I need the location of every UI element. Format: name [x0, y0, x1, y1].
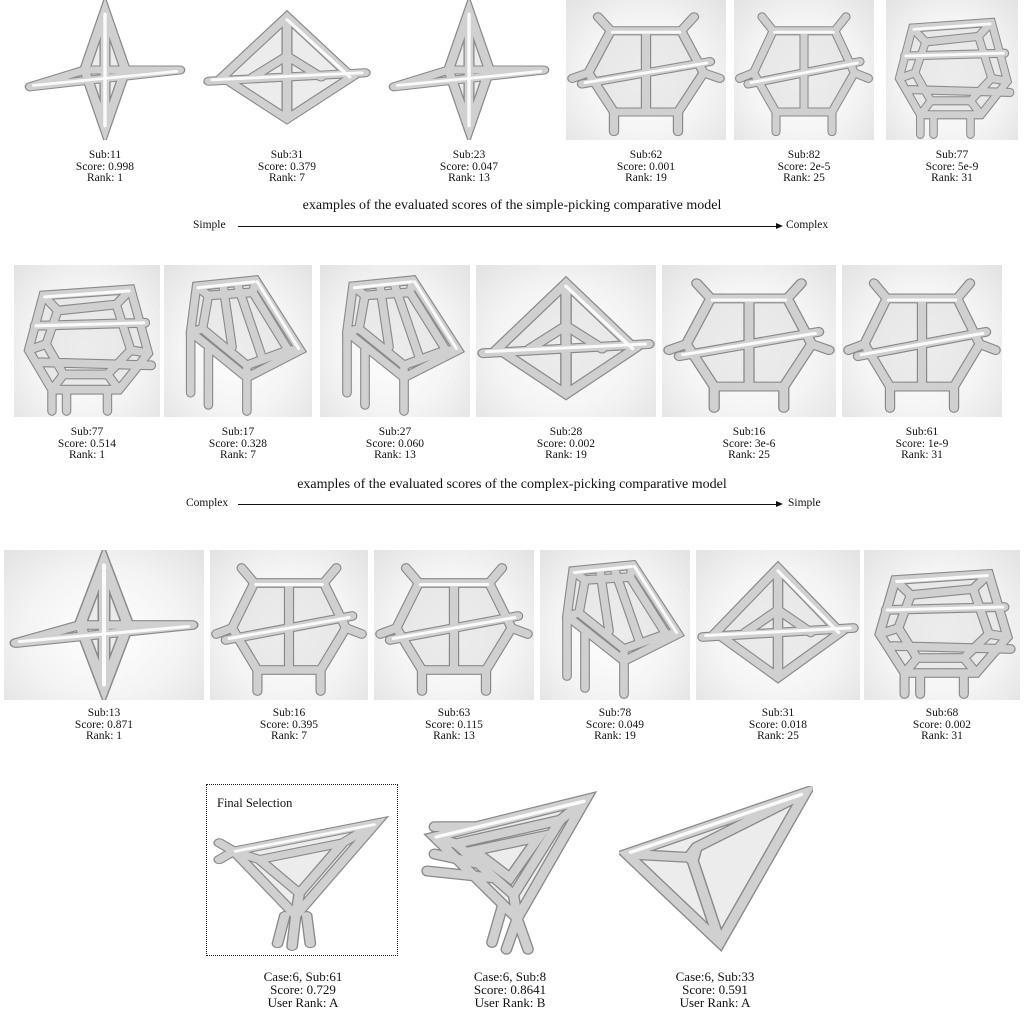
sub-label: Sub:61: [905, 426, 939, 438]
arrow-right-icon: [776, 501, 783, 507]
sub-label: Sub:77: [70, 426, 104, 438]
model-caption: [14, 427, 160, 462]
model-caption: [20, 150, 190, 185]
score-label: Score: 0.328: [208, 437, 268, 450]
model-caption: [210, 708, 368, 743]
diamond-truss-model-icon: [696, 550, 860, 700]
score-label: Score: 0.049: [585, 718, 645, 731]
sub-label: Sub:77: [935, 149, 969, 161]
sub-label: Sub:11: [88, 149, 122, 161]
sub-label: Sub:68: [925, 707, 959, 719]
score-label: Score: 0.395: [259, 718, 319, 731]
model-card: [476, 265, 656, 461]
model-card: [4, 550, 204, 744]
rank-label: Rank: 25: [728, 449, 770, 461]
model-card: [164, 265, 312, 461]
case-label: Case:6, Sub:61: [263, 969, 343, 984]
score-label: Score: 3e-6: [722, 437, 776, 450]
model-card: [384, 0, 554, 190]
score-label: Score: 0.514: [57, 437, 117, 450]
model-card: [540, 550, 690, 744]
model-card: [320, 265, 470, 461]
rank-label: Rank: 31: [921, 730, 963, 742]
complex-picking-caption: examples of the evaluated scores of the complex-picking comparative model: [297, 477, 727, 492]
sub-label: Sub:31: [270, 149, 304, 161]
sub-label: Sub:27: [378, 426, 412, 438]
user-rank-label: User Rank: A: [267, 995, 339, 1010]
triangle-truss-model-icon: [212, 812, 394, 952]
rank-label: Rank: 31: [931, 172, 973, 184]
simple-picking-caption: examples of the evaluated scores of the simple-picking comparative model: [302, 198, 722, 213]
hub-truss-model-icon: [566, 0, 726, 140]
sub-label: Sub:62: [629, 149, 663, 161]
frame-truss-model-icon: [164, 265, 312, 417]
model-caption: [864, 708, 1020, 743]
score-label: Score: 0.998: [75, 160, 135, 173]
axis-start-label: Simple: [193, 219, 226, 231]
model-caption: [540, 708, 690, 743]
score-label: Score: 0.871: [74, 718, 134, 731]
rank-label: Rank: 1: [86, 172, 124, 184]
model-caption: [374, 708, 534, 743]
model-caption: [4, 708, 204, 743]
sub-label: Sub:16: [272, 707, 306, 719]
sub-label: Sub:31: [761, 707, 795, 719]
model-caption: [886, 150, 1018, 185]
user-rank-label: User Rank: B: [474, 995, 546, 1010]
rank-label: Rank: 1: [68, 449, 106, 461]
rank-label: Rank: 13: [433, 730, 475, 742]
score-label: Score: 0.379: [257, 160, 317, 173]
final-caption: [410, 970, 610, 1009]
diamond-truss-model-icon: [476, 265, 656, 417]
final-caption: [615, 970, 815, 1009]
rank-label: Rank: 13: [448, 172, 490, 184]
rank-label: Rank: 7: [219, 449, 257, 461]
final-model-card: [208, 810, 398, 1015]
sub-label: Sub:17: [221, 426, 255, 438]
rank-label: Rank: 19: [625, 172, 667, 184]
final-model-card: [410, 786, 610, 1015]
user-rank-label: User Rank: A: [679, 995, 751, 1010]
rank-label: Rank: 31: [901, 449, 943, 461]
axis-line: [238, 226, 776, 227]
score-label: Score: 1e-9: [895, 437, 949, 450]
final-selection-label: Final Selection: [217, 796, 293, 810]
model-caption: [734, 150, 874, 185]
diamond-truss-model-icon: [202, 0, 372, 140]
model-caption: [696, 708, 860, 743]
score-label: Score: 0.002: [536, 437, 596, 450]
model-caption: [566, 150, 726, 185]
star-truss-model-icon: [384, 0, 554, 140]
sparse-triangle-truss-model-icon: [619, 786, 813, 956]
score-label: Score: 0.729: [270, 982, 336, 997]
sub-label: Sub:28: [549, 426, 583, 438]
score-label: Score: 0.8641: [473, 982, 547, 997]
model-caption: [476, 427, 656, 462]
sub-label: Sub:82: [787, 149, 821, 161]
rank-label: Rank: 19: [594, 730, 636, 742]
model-card: [202, 0, 372, 190]
final-caption: [208, 970, 398, 1009]
score-label: Score: 0.002: [912, 718, 972, 731]
arrow-right-icon: [776, 223, 783, 229]
star-truss-model-icon: [4, 550, 204, 700]
sub-label: Sub:63: [437, 707, 471, 719]
score-label: Score: 2e-5: [777, 160, 831, 173]
hub-truss-model-icon: [210, 550, 368, 700]
rank-label: Rank: 25: [783, 172, 825, 184]
rank-label: Rank: 7: [268, 172, 306, 184]
model-card: [566, 0, 726, 190]
model-caption: [842, 427, 1002, 462]
star-truss-model-icon: [20, 0, 190, 140]
frame-truss-model-icon: [320, 265, 470, 417]
lattice-truss-model-icon: [864, 550, 1020, 700]
rank-label: Rank: 25: [757, 730, 799, 742]
sub-label: Sub:13: [87, 707, 121, 719]
hub-truss-model-icon: [374, 550, 534, 700]
hub-truss-model-icon: [662, 265, 836, 417]
score-label: Score: 0.115: [425, 718, 483, 731]
final-model-card: [615, 786, 815, 1015]
score-label: Score: 0.591: [682, 982, 748, 997]
dense-triangle-truss-model-icon: [420, 786, 600, 956]
model-card: [696, 550, 860, 744]
score-label: Score: 0.018: [748, 718, 808, 731]
rank-label: Rank: 13: [374, 449, 416, 461]
score-label: Score: 5e-9: [925, 160, 979, 173]
model-card: [374, 550, 534, 744]
model-card: [842, 265, 1002, 461]
sub-label: Sub:23: [452, 149, 486, 161]
axis-end-label: Simple: [788, 497, 821, 509]
model-caption: [320, 427, 470, 462]
hub-truss-model-icon: [842, 265, 1002, 417]
rank-label: Rank: 7: [270, 730, 308, 742]
model-card: [864, 550, 1020, 744]
model-card: [662, 265, 836, 461]
lattice-truss-model-icon: [886, 0, 1018, 140]
model-card: [20, 0, 190, 190]
sub-label: Sub:16: [732, 426, 766, 438]
model-card: [734, 0, 874, 190]
case-label: Case:6, Sub:8: [473, 969, 547, 984]
frame-truss-model-icon: [540, 550, 690, 700]
model-card: [14, 265, 160, 461]
score-label: Score: 0.047: [439, 160, 499, 173]
score-label: Score: 0.060: [365, 437, 425, 450]
lattice-truss-model-icon: [14, 265, 160, 417]
model-card: [886, 0, 1018, 190]
case-label: Case:6, Sub:33: [675, 969, 755, 984]
model-caption: [662, 427, 836, 462]
axis-end-label: Complex: [786, 219, 829, 231]
model-caption: [202, 150, 372, 185]
rank-label: Rank: 19: [545, 449, 587, 461]
hub-truss-model-icon: [734, 0, 874, 140]
rank-label: Rank: 1: [85, 730, 123, 742]
model-caption: [384, 150, 554, 185]
model-caption: [164, 427, 312, 462]
axis-line: [238, 504, 776, 505]
axis-start-label: Complex: [186, 497, 229, 509]
score-label: Score: 0.001: [616, 160, 676, 173]
model-card: [210, 550, 368, 744]
sub-label: Sub:78: [598, 707, 632, 719]
